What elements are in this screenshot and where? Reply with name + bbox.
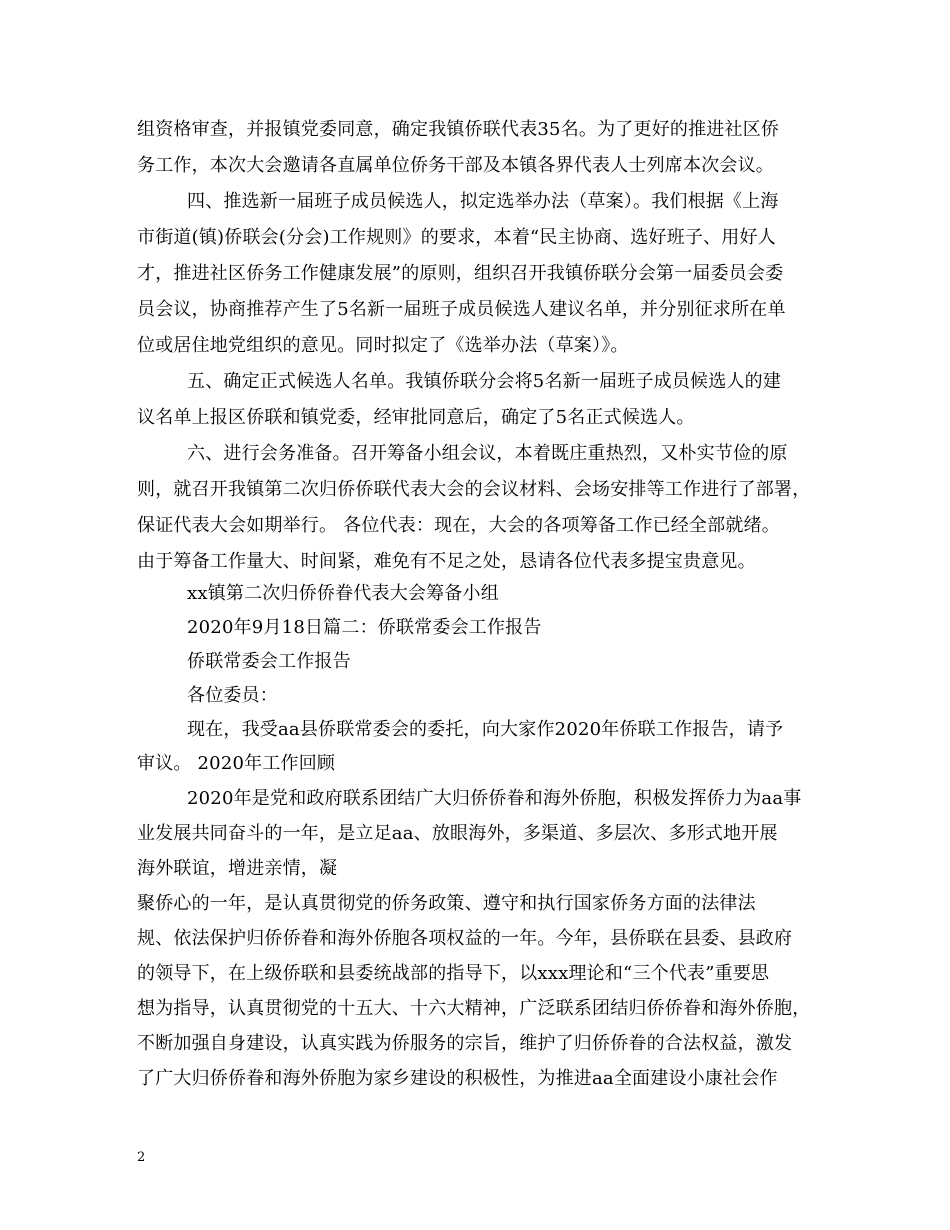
text-line: 务工作，本次大会邀请各直属单位侨务干部及本镇各界代表人士列席本次会议。 (137, 155, 774, 176)
text-line: 各位委员： (187, 685, 278, 706)
text-line: 则，就召开我镇第二次归侨侨联代表大会的会议材料、会场安排等工作进行了部署， (137, 479, 811, 500)
text-line: 的领导下，在上级侨联和县委统战部的指导下，以xxx理论和“三个代表”重要思 (137, 963, 770, 984)
text-line: 聚侨心的一年，是认真贯彻党的侨务政策、遵守和执行国家侨务方面的法律法 (137, 893, 756, 914)
text-line: 六、进行会务准备。召开筹备小组会议，本着既庄重热烈，又朴实节俭的原 (187, 443, 788, 464)
text-line: 保证代表大会如期举行。 各位代表：现在，大会的各项筹备工作已经全部就绪。 (137, 515, 780, 536)
text-line: 市街道(镇)侨联会(分会)工作规则》的要求，本着“民主协商、选好班子、用好人 (137, 227, 776, 248)
text-line: 业发展共同奋斗的一年，是立足aa、放眼海外，多渠道、多层次、多形式地开展 (137, 823, 778, 844)
text-line: 位或居住地党组织的意见。同时拟定了《选举办法（草案）》。 (137, 335, 629, 356)
text-line: 2020年9月18日篇二：侨联常委会工作报告 (187, 617, 542, 638)
text-line: 员会议，协商推荐产生了5名新一届班子成员候选人建议名单，并分别征求所在单 (137, 299, 786, 320)
text-line: 由于筹备工作量大、时间紧，难免有不足之处，恳请各位代表多提宝贵意见。 (137, 551, 756, 572)
text-line: 侨联常委会工作报告 (187, 651, 351, 672)
text-line: xx镇第二次归侨侨眷代表大会筹备小组 (187, 583, 499, 604)
text-line: 2020年是党和政府联系团结广大归侨侨眷和海外侨胞，积极发挥侨力为aa事 (187, 788, 802, 809)
text-line: 议名单上报区侨联和镇党委，经审批同意后，确定了5名正式候选人。 (137, 407, 695, 428)
text-line: 不断加强自身建设，认真实践为侨服务的宗旨，维护了归侨侨眷的合法权益，激发 (137, 1033, 793, 1054)
page-number: 2 (137, 1150, 146, 1165)
text-line: 想为指导，认真贯彻党的十五大、十六大精神，广泛联系团结归侨侨眷和海外侨胞， (137, 998, 811, 1019)
text-line: 海外联谊，增进亲情，凝 (137, 858, 338, 879)
text-line: 才，推进社区侨务工作健康发展”的原则，组织召开我镇侨联分会第一届委员会委 (137, 263, 784, 284)
text-line: 现在，我受aa县侨联常委会的委托，向大家作2020年侨联工作报告，请予 (187, 719, 784, 740)
text-line: 审议。 2020年工作回顾 (137, 753, 336, 774)
text-line: 了广大归侨侨眷和海外侨胞为家乡建设的积极性，为推进aa全面建设小康社会作 (137, 1068, 778, 1089)
text-line: 组资格审查，并报镇党委同意，确定我镇侨联代表35名。为了更好的推进社区侨 (137, 119, 780, 140)
text-line: 规、依法保护归侨侨眷和海外侨胞各项权益的一年。今年，县侨联在县委、县政府 (137, 928, 793, 949)
text-line: 五、确定正式候选人名单。我镇侨联分会将5名新一届班子成员候选人的建 (187, 371, 782, 392)
text-line: 四、推选新一届班子成员候选人，拟定选举办法（草案）。我们根据《上海 (187, 191, 779, 212)
